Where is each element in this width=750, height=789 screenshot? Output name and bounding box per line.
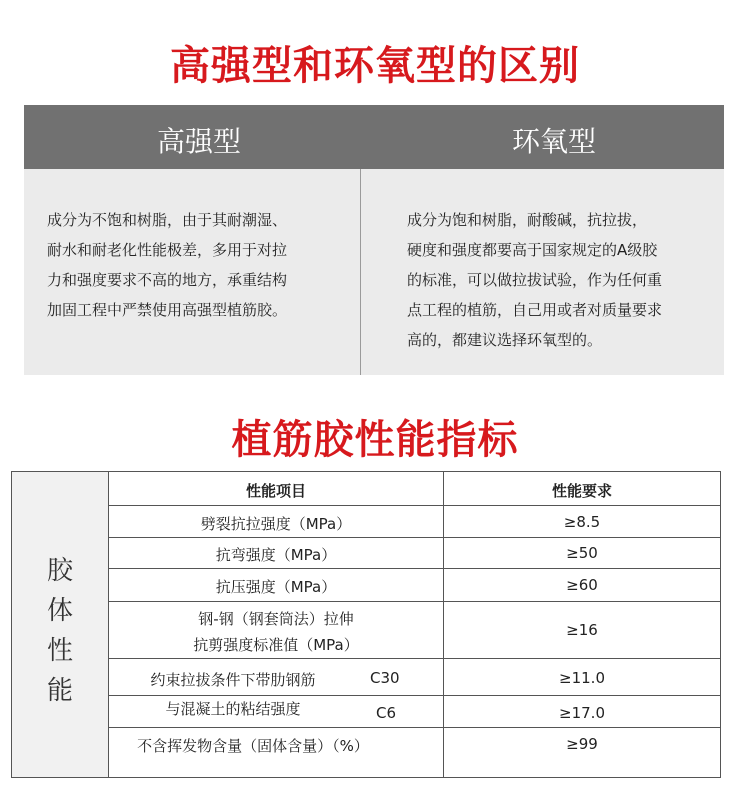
- description-line: 成分为饱和树脂，耐酸碱，抗拉拔，: [407, 211, 648, 229]
- row-value: ≥60: [566, 576, 598, 594]
- row-value: ≥11.0: [559, 669, 605, 687]
- row-value: ≥8.5: [563, 513, 601, 531]
- comparison-header: [24, 105, 724, 169]
- row-item: 劈裂抗拉强度（MPa）: [200, 515, 352, 533]
- table-row: [108, 696, 720, 728]
- side-label-char: 体: [46, 596, 73, 626]
- spec-table: [11, 471, 721, 778]
- table-row: [108, 602, 720, 659]
- side-label-char: 胶: [46, 556, 73, 586]
- description-line: 高的，都建议选择环氧型的。: [407, 331, 603, 349]
- table-row: [108, 728, 720, 777]
- section-title: 植筋胶性能指标: [231, 417, 519, 463]
- epoxy-title: 环氧型: [511, 125, 596, 158]
- comparison-panel: [24, 105, 724, 375]
- high-strength-description: [47, 205, 342, 325]
- description-line: 硬度和强度都要高于国家规定的A级胶: [407, 241, 658, 259]
- description-line: 点工程的植筋，自己用或者对质量要求: [407, 301, 663, 319]
- description-line: 成分为不饱和树脂，由于其耐潮湿、: [47, 211, 288, 229]
- row-value: ≥16: [566, 621, 598, 639]
- description-line: 耐水和耐老化性能极差，多用于对拉: [47, 241, 288, 259]
- row-value: ≥17.0: [559, 704, 605, 722]
- high-strength-title: 高强型: [156, 125, 241, 158]
- row-item-line2: 抗剪强度标准值（MPa）: [193, 636, 359, 654]
- row-grade: C30: [370, 669, 400, 687]
- header-value: 性能要求: [551, 482, 612, 500]
- table-header-row: [108, 472, 720, 506]
- row-item: 与混凝土的粘结强度: [165, 700, 301, 718]
- side-label-char: 性: [46, 636, 73, 666]
- row-item: 约束拉拔条件下带肋钢筋: [150, 671, 316, 689]
- row-grade: C6: [376, 704, 397, 722]
- table-column-divider: [443, 472, 444, 777]
- page-title: 高强型和环氧型的区别: [170, 43, 580, 89]
- row-item-line1: 钢-钢（钢套筒法）拉伸: [198, 610, 354, 628]
- row-item: 抗弯强度（MPa）: [215, 546, 337, 564]
- table-row: [108, 538, 720, 569]
- description-line: 加固工程中严禁使用高强型植筋胶。: [47, 301, 288, 319]
- table-row: [108, 659, 720, 696]
- description-line: 力和强度要求不高的地方，承重结构: [47, 271, 288, 289]
- row-item: 抗压强度（MPa）: [215, 578, 337, 596]
- side-label: [12, 472, 109, 777]
- row-value: ≥50: [566, 544, 598, 562]
- side-label-char: 能: [46, 676, 73, 706]
- epoxy-description: [407, 205, 707, 355]
- header-item: 性能项目: [245, 482, 306, 500]
- row-value: ≥99: [566, 735, 598, 753]
- table-row: [108, 506, 720, 538]
- description-line: 的标准，可以做拉拔试验，作为任何重: [407, 271, 663, 289]
- table-row: [108, 569, 720, 602]
- column-divider: [360, 169, 361, 375]
- row-item: 不含挥发物含量（固体含量）（%）: [137, 737, 369, 755]
